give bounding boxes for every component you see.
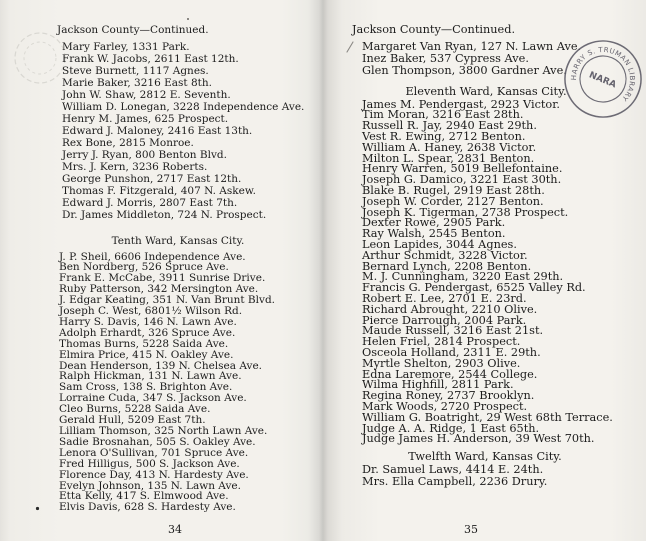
- directory-entry: Lilliam Thomson, 325 North Lawn Ave.: [59, 425, 268, 437]
- directory-entry: Vest R. Ewing, 2712 Benton.: [362, 129, 526, 143]
- directory-entry: Dean Henderson, 139 N. Chelsea Ave.: [59, 359, 263, 372]
- ink-speck-mark: [186, 17, 190, 21]
- directory-entry: Frank E. McCabe, 3911 Sunrise Drive.: [59, 272, 266, 285]
- directory-entry: Joseph W. Corder, 2127 Benton.: [362, 194, 544, 208]
- ink-dot-mark: [35, 506, 40, 511]
- page-number: 35: [464, 523, 478, 536]
- directory-entry: Etta Kelly, 417 S. Elmwood Ave.: [59, 490, 229, 503]
- directory-entry: Joseph C. West, 6801½ Wilson Rd.: [59, 305, 243, 318]
- directory-entry: William D. Lonegan, 3228 Independence Ave.: [62, 101, 305, 113]
- directory-entry: Henry M. James, 625 Prospect.: [62, 113, 229, 125]
- ward-heading: Tenth Ward, Kansas City.: [111, 235, 245, 247]
- directory-entry: Sam Cross, 138 S. Brighton Ave.: [59, 381, 233, 394]
- directory-entry: Blake B. Rugel, 2919 East 28th.: [362, 183, 545, 197]
- directory-entry: Judge James H. Anderson, 39 West 70th.: [362, 432, 595, 446]
- county-entry-list: [362, 41, 581, 76]
- directory-entry: Wilma Highfill, 2811 Park.: [362, 378, 514, 392]
- directory-entry: William G. Boatright, 29 West 68th Terrace.: [362, 410, 613, 424]
- pencil-tick-mark: [345, 40, 355, 54]
- directory-entry: Elvis Davis, 628 S. Hardesty Ave.: [59, 501, 236, 514]
- directory-entry: Marie Baker, 3216 East 8th.: [62, 77, 212, 89]
- county-entry-list: [62, 41, 304, 221]
- directory-entry: Edna Laremore, 2544 College.: [362, 367, 538, 381]
- directory-entry: Fred Hilligus, 500 S. Jackson Ave.: [59, 457, 240, 470]
- directory-entry: Ray Walsh, 2545 Benton.: [362, 227, 506, 241]
- directory-entry: Dr. Samuel Laws, 4414 E. 24th.: [362, 462, 544, 476]
- directory-entry: James M. Pendergast, 2923 Victor.: [362, 97, 560, 111]
- twelfth-ward-entry-list: [362, 464, 547, 489]
- ward-heading: Twelfth Ward, Kansas City.: [408, 450, 562, 463]
- directory-entry: Gerald Hull, 5209 East 7th.: [59, 414, 206, 427]
- faint-stamp-impression: [12, 30, 68, 86]
- directory-entry: Edward J. Maloney, 2416 East 13th.: [62, 125, 253, 137]
- directory-entry: Dr. James Middleton, 724 N. Prospect.: [62, 209, 267, 221]
- directory-entry: Adolph Erhardt, 326 Spruce Ave.: [59, 326, 236, 339]
- directory-entry: Florence Day, 413 N. Hardesty Ave.: [59, 468, 249, 481]
- directory-entry: Osceola Holland, 2311 E. 29th.: [362, 345, 541, 359]
- directory-entry: Joseph G. Damico, 3221 East 30th.: [362, 173, 562, 187]
- directory-entry: J. P. Sheil, 6606 Independence Ave.: [59, 250, 246, 263]
- directory-entry: Margaret Van Ryan, 127 N. Lawn Ave.: [362, 40, 582, 53]
- directory-entry: Dexter Rowe, 2905 Park.: [362, 216, 506, 230]
- directory-entry: Regina Roney, 2737 Brooklyn.: [362, 389, 535, 403]
- directory-entry: Henry Warren, 5019 Bellefontaine.: [362, 162, 563, 176]
- directory-entry: Mrs. J. Kern, 3236 Roberts.: [62, 161, 208, 173]
- directory-entry: Judge A. A. Ridge, 1 East 65th.: [362, 421, 540, 435]
- directory-entry: Bernard Lynch, 2208 Benton.: [362, 259, 532, 273]
- directory-entry: Russell R. Jay, 2940 East 29th.: [362, 119, 537, 133]
- directory-entry: Inez Baker, 537 Cypress Ave.: [362, 51, 529, 65]
- directory-entry: Glen Thompson, 3800 Gardner Ave.: [362, 63, 567, 77]
- directory-entry: Richard Abrought, 2210 Olive.: [362, 302, 538, 316]
- directory-entry: George Punshon, 2717 East 12th.: [62, 173, 242, 185]
- directory-entry: Pierce Darrough, 2004 Park.: [362, 313, 527, 327]
- directory-entry: Ruby Patterson, 342 Mersington Ave.: [59, 283, 259, 296]
- directory-entry: Arthur Schmidt, 3228 Victor.: [362, 248, 528, 262]
- stamp-ring-text: HARRY S. TRUMAN LIBRARY: [569, 45, 637, 103]
- directory-entry: Edward J. Morris, 2807 East 7th.: [62, 197, 238, 209]
- tenth-ward-entry-list: [59, 252, 275, 514]
- directory-entry: Lorraine Cuda, 347 S. Jackson Ave.: [59, 392, 247, 405]
- directory-entry: John W. Shaw, 2812 E. Seventh.: [62, 89, 231, 101]
- directory-entry: Ben Nordberg, 526 Spruce Ave.: [59, 261, 229, 274]
- directory-entry: M. J. Cunningham, 3220 East 29th.: [362, 270, 564, 284]
- directory-entry: Robert E. Lee, 2701 E. 23rd.: [362, 291, 527, 305]
- county-heading: Jackson County—Continued.: [57, 24, 209, 36]
- directory-entry: Myrtle Shelton, 2903 Olive.: [362, 356, 521, 370]
- directory-entry: Jerry J. Ryan, 800 Benton Blvd.: [62, 149, 227, 161]
- directory-entry: Steve Burnett, 1117 Agnes.: [62, 65, 209, 77]
- directory-entry: Leon Lapides, 3044 Agnes.: [362, 237, 517, 251]
- directory-entry: J. Edgar Keating, 351 N. Van Brunt Blvd.: [59, 294, 275, 307]
- directory-entry: Sadie Brosnahan, 505 S. Oakley Ave.: [59, 435, 256, 448]
- directory-entry: Mrs. Ella Campbell, 2236 Drury.: [362, 475, 548, 489]
- directory-entry: Mark Woods, 2720 Prospect.: [362, 399, 528, 413]
- directory-entry: Milton L. Spear, 2831 Benton.: [362, 151, 535, 165]
- directory-entry: Maude Russell, 3216 East 21st.: [362, 324, 544, 338]
- eleventh-ward-entry-list: [362, 97, 613, 446]
- county-heading: Jackson County—Continued.: [352, 23, 516, 36]
- directory-entry: Harry S. Davis, 146 N. Lawn Ave.: [59, 315, 237, 328]
- right-page: [323, 0, 646, 541]
- directory-entry: Evelyn Johnson, 135 N. Lawn Ave.: [59, 479, 241, 492]
- directory-entry: Thomas Burns, 5228 Saida Ave.: [59, 337, 229, 350]
- directory-entry: Mary Farley, 1331 Park.: [62, 41, 190, 53]
- directory-entry: Rex Bone, 2815 Monroe.: [62, 137, 194, 149]
- page-number: 34: [168, 523, 182, 536]
- directory-entry: Thomas F. Fitzgerald, 407 N. Askew.: [62, 185, 256, 197]
- directory-entry: Lenora O'Sullivan, 701 Spruce Ave.: [59, 446, 249, 459]
- directory-entry: Cleo Burns, 5228 Saida Ave.: [59, 403, 211, 416]
- directory-entry: William A. Haney, 2638 Victor.: [362, 140, 537, 154]
- directory-entry: Helen Friel, 2814 Prospect.: [362, 335, 521, 349]
- stamp-center-text: NARA: [587, 70, 618, 91]
- directory-entry: Tim Moran, 3216 East 28th.: [362, 108, 524, 122]
- directory-entry: Ralph Hickman, 131 N. Lawn Ave.: [59, 370, 242, 383]
- directory-entry: Elmira Price, 415 N. Oakley Ave.: [59, 348, 234, 361]
- directory-entry: Joseph K. Tigerman, 2738 Prospect.: [362, 205, 569, 219]
- ward-heading: Eleventh Ward, Kansas City.: [405, 85, 567, 98]
- directory-entry: Frank W. Jacobs, 2611 East 12th.: [62, 53, 239, 65]
- directory-entry: Francis G. Pendergast, 6525 Valley Rd.: [362, 281, 586, 295]
